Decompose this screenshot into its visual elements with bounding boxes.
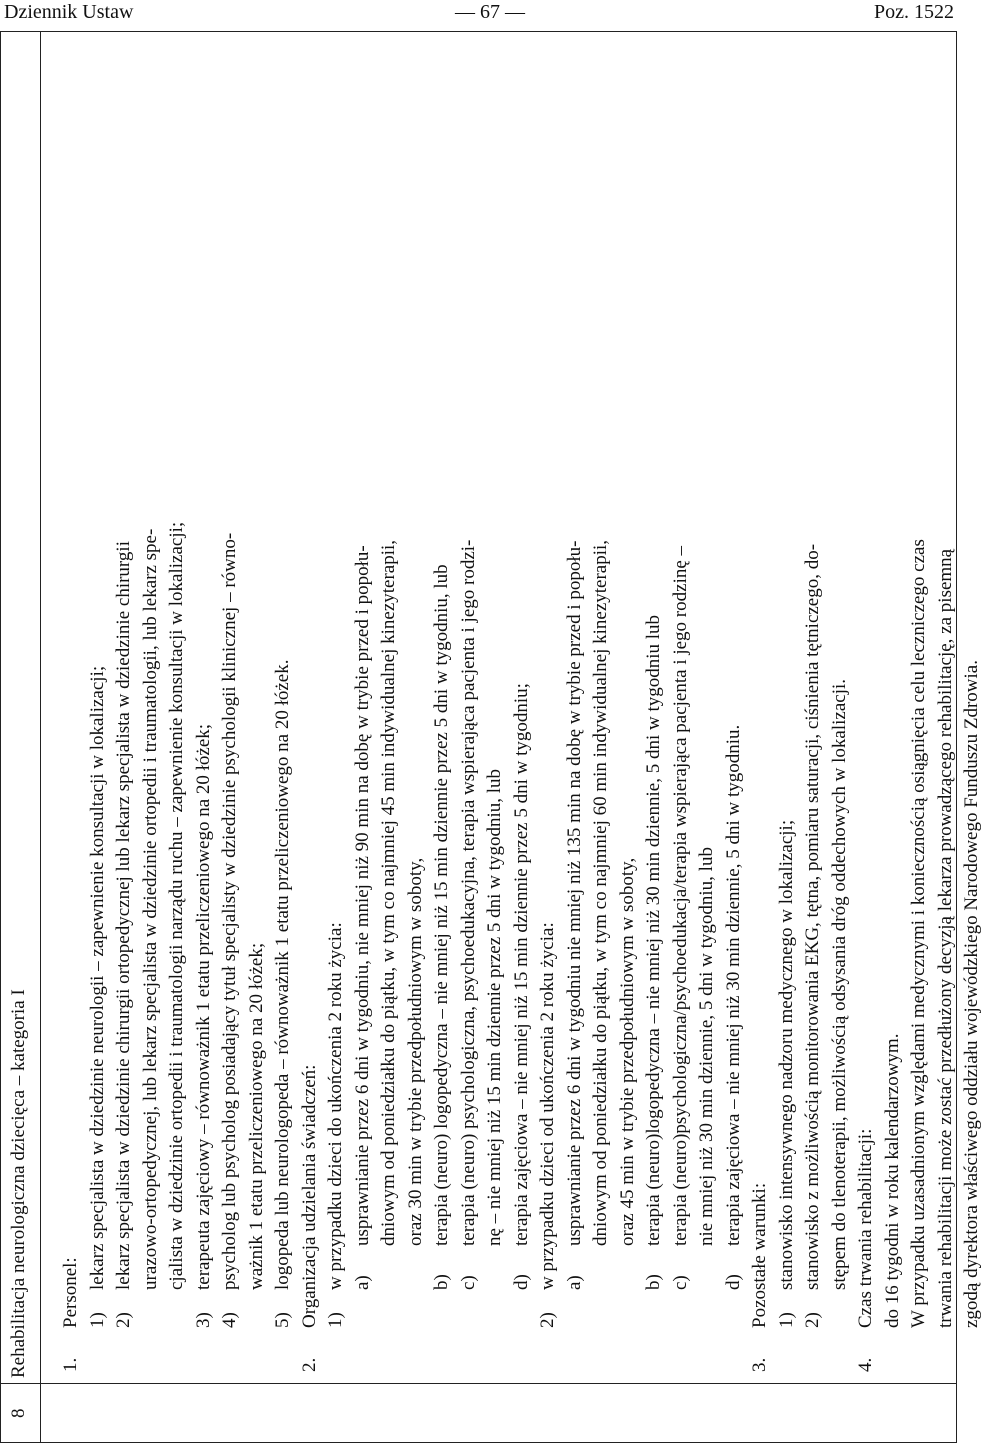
item-text: stanowisko z możliwością monitorowania EKG, tętna, pomiaru saturacji, ciśnienia tętniczego, do-: [802, 543, 823, 1290]
content-line: [588, 22, 615, 1372]
row-category: Rehabilitacja neurologiczna dziecięca – kategoria I: [8, 989, 29, 1378]
item-number: 5): [272, 1312, 293, 1328]
item-text: Organizacja udzielania świadczeń:: [298, 1064, 320, 1328]
content-line: [191, 22, 218, 1372]
content-line: [880, 22, 907, 1372]
item-text: cjalista w dziedzinie ortopedii i traumatologii narządu ruchu – zapewnienie konsultacji w lokalizacji;: [166, 521, 187, 1290]
item-text: ważnik 1 etatu przeliczeniowego na 20 łóżek;: [245, 942, 267, 1290]
content-line: [138, 22, 165, 1372]
item-number: 4): [219, 1312, 240, 1328]
content-line: [456, 22, 483, 1372]
journal-title: Dziennik Ustaw: [4, 1, 134, 23]
item-text: lekarz specjalista w dziedzinie neurologii – zapewnienie konsultacji w lokalizacji;: [86, 665, 108, 1290]
item-text: lekarz specjalista w dziedzinie chirurgii ortopedycznej lub lekarz specjalista w dziedzinie chirurgii: [113, 541, 134, 1290]
item-text: w przypadku dzieci od ukończenia 2 roku życia:: [537, 922, 558, 1290]
content-line: [774, 22, 801, 1372]
content-line: [350, 22, 377, 1372]
content-line: [800, 22, 827, 1372]
content-line: [164, 22, 191, 1372]
item-text: terapia zajęciowa – nie mniej niż 15 min dziennie przez 5 dni w tygodniu;: [510, 683, 532, 1246]
item-text: logopeda lub neurologopeda – równoważnik 1 etatu przeliczeniowego na 20 łóżek.: [272, 659, 293, 1290]
content-line: [562, 22, 589, 1372]
content-line: [429, 22, 456, 1372]
item-number: 1.: [60, 1357, 81, 1372]
content-line: [615, 22, 642, 1372]
content-line: [747, 22, 774, 1372]
item-text: Personel:: [60, 1257, 81, 1328]
item-text: stanowisko intensywnego nadzoru medycznego w lokalizacji;: [775, 819, 797, 1290]
content-line: [668, 22, 695, 1372]
content-line: [641, 22, 668, 1372]
item-number: 2): [113, 1312, 134, 1328]
item-number: c): [457, 1275, 479, 1290]
item-number: a): [351, 1275, 373, 1290]
requirements-content: [58, 22, 982, 1372]
page-header: [0, 0, 960, 24]
content-line: [721, 22, 748, 1372]
content-line: [85, 22, 112, 1372]
item-number: 1): [775, 1312, 797, 1328]
content-line: [376, 22, 403, 1372]
content-line: [58, 22, 85, 1372]
item-number: c): [669, 1275, 691, 1290]
item-text: nie mniej niż 30 min dziennie, 5 dni w tygodniu, lub: [696, 847, 717, 1246]
page-number: — 67 —: [455, 1, 525, 23]
content-line: [827, 22, 854, 1372]
position-number: Poz. 1522: [874, 1, 954, 23]
item-text: oraz 30 min w trybie przedpołudniowym w soboty,: [404, 857, 426, 1246]
item-text: w przypadku dzieci do ukończenia 2 roku życia:: [325, 922, 346, 1290]
content-line: [535, 22, 562, 1372]
item-text: terapia (neuro) logopedyczna – nie mniej niż 15 min dziennie przez 5 dni w tygodniu, lub: [431, 564, 452, 1246]
item-number: 3.: [749, 1357, 770, 1372]
item-text: Czas trwania rehabilitacji:: [855, 1128, 876, 1328]
column-divider-1: [40, 31, 41, 1443]
content-line: [906, 22, 933, 1372]
item-number: 1): [86, 1312, 108, 1328]
item-number: 1): [325, 1312, 346, 1328]
item-text: usprawnianie przez 6 dni w tygodniu, nie mniej niż 90 min na dobę w trybie przed i popołu-: [351, 545, 373, 1246]
item-text: psycholog lub psycholog posiadający tytuł specjalisty w dziedzinie psychologii klinicznej – równo-: [219, 532, 240, 1290]
content-line: [244, 22, 271, 1372]
content-line: [959, 22, 986, 1372]
item-text: usprawnianie przez 6 dni w tygodniu nie mniej niż 135 min na dobę w trybie przed i popołu-: [563, 540, 585, 1246]
item-number: d): [510, 1274, 532, 1290]
content-line: [853, 22, 880, 1372]
item-text: urazowo-ortopedycznej, lub lekarz specjalista w dziedzinie ortopedii i traumatologii, lub lekarz spe-: [139, 528, 161, 1290]
content-line: [482, 22, 509, 1372]
item-text: oraz 45 min w trybie przedpołudniowym w soboty,: [616, 857, 638, 1246]
item-number: 4.: [855, 1357, 876, 1372]
item-number: 2): [802, 1312, 823, 1328]
item-number: b): [431, 1274, 452, 1290]
content-line: [933, 22, 960, 1372]
item-number: d): [722, 1274, 744, 1290]
item-text: dniowym od poniedziałku do piątku, w tym co najmniej 45 min indywidualnej kinezyterapii,: [378, 539, 399, 1246]
item-text: dniowym od poniedziałku do piątku, w tym co najmniej 60 min indywidualnej kinezyterapii,: [590, 539, 611, 1246]
item-text: do 16 tygodni w roku kalendarzowym.: [881, 1033, 903, 1328]
item-text: W przypadku uzasadnionym względami medycznymi i koniecznością osiągnięcia celu leczniczego czas: [908, 539, 929, 1328]
item-text: terapia (neuro) psychologiczna, psychoedukacyjna, terapia wspierająca pacjenta i jego rodzi-: [457, 539, 479, 1246]
content-line: [323, 22, 350, 1372]
item-text: terapia (neuro)logopedyczna – nie mniej niż 30 min dziennie, 5 dni w tygodniu lub: [643, 614, 664, 1246]
item-text: nę – nie mniej niż 15 min dziennie przez 5 dni w tygodniu, lub: [484, 768, 505, 1246]
item-text: terapeuta zajęciowy – równoważnik 1 etatu przeliczeniowego na 20 łóżek;: [192, 723, 214, 1290]
item-text: terapia zajęciowa – nie mniej niż 30 min dziennie, 5 dni w tygodniu.: [722, 724, 744, 1246]
content-line: [270, 22, 297, 1372]
item-text: stępem do tlenoterapii, możliwością odsysania dróg oddechowych w lokalizacji.: [828, 679, 850, 1290]
item-number: 2): [537, 1312, 558, 1328]
item-text: zgodą dyrektora właściwego oddziału wojewódzkiego Narodowego Funduszu Zdrowia.: [961, 660, 982, 1328]
row-number: 8: [8, 1408, 29, 1418]
content-line: [297, 22, 324, 1372]
content-line: [217, 22, 244, 1372]
row-divider: [0, 1383, 957, 1384]
item-text: trwania rehabilitacji może zostać przedłużony decyzją lekarza prowadzącego rehabilitację, za pisemną: [934, 548, 956, 1328]
item-number: b): [643, 1274, 664, 1290]
item-text: terapia (neuro)psychologiczna/psychoedukacja/terapia wspierająca pacjenta i jego rodzinę –: [669, 545, 691, 1246]
content-line: [111, 22, 138, 1372]
item-text: Pozostałe warunki:: [749, 1182, 770, 1328]
item-number: 2.: [298, 1357, 320, 1372]
content-line: [694, 22, 721, 1372]
item-number: 3): [192, 1312, 214, 1328]
item-number: a): [563, 1275, 585, 1290]
content-line: [509, 22, 536, 1372]
content-line: [403, 22, 430, 1372]
